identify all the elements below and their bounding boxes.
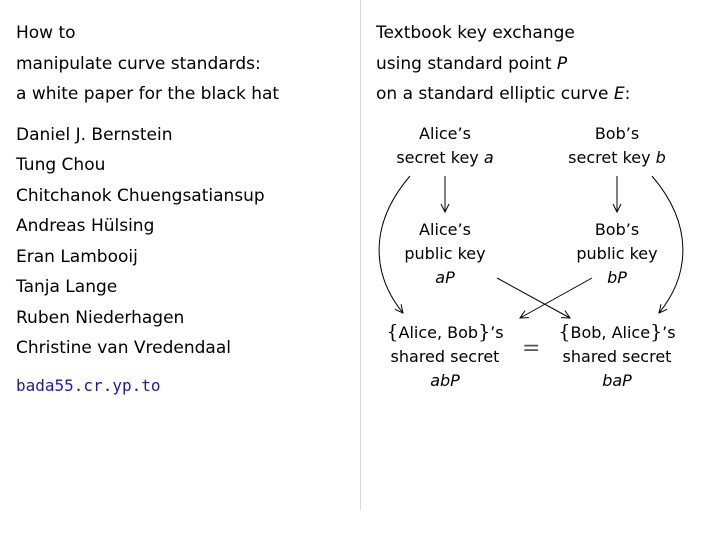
secret-variable-a: a (483, 148, 494, 167)
bob-shared-secret-node (547, 320, 687, 393)
public-variable-bP: bP (607, 268, 627, 287)
shared-variable-baP: baP (602, 371, 632, 390)
node-label: Bob’s (594, 220, 640, 239)
bob-public-key-node (557, 218, 677, 290)
author-name: Ruben Niederhagen (16, 307, 185, 328)
author-name: Tung Chou (16, 155, 106, 175)
possessive-suffix: ’s (490, 323, 504, 342)
secret-variable-b: b (655, 148, 666, 167)
intro-text: on a standard elliptic curve (376, 84, 614, 104)
alice-shared-secret-node (375, 320, 515, 393)
author-name: Christine van Vredendaal (16, 338, 231, 358)
close-brace: } (650, 321, 663, 343)
point-variable: P (556, 53, 568, 74)
node-label-line (547, 320, 687, 345)
author-name: Andreas Hülsing (16, 216, 155, 236)
alice-secret-key-node (385, 122, 505, 170)
node-label: shared secret (390, 347, 500, 366)
title-line: How to (16, 23, 76, 43)
node-label-line (557, 146, 677, 170)
node-label-line (375, 320, 515, 345)
node-label: Bob’s (594, 124, 640, 143)
open-brace: { (386, 321, 399, 343)
node-label: Alice’s (419, 220, 471, 239)
title-line: manipulate curve standards: (16, 53, 261, 74)
bob-secret-key-node (557, 122, 677, 170)
author-name: Daniel J. Bernstein (16, 124, 173, 145)
node-label: shared secret (562, 347, 672, 366)
title-line: a white paper for the black hat (16, 84, 280, 104)
close-brace: } (478, 321, 491, 343)
author-name: Eran Lambooij (16, 246, 138, 267)
intro-text: using standard point (376, 53, 557, 74)
node-label: public key (576, 244, 658, 263)
node-label: Alice’s (419, 124, 471, 143)
shared-variable-abP: abP (430, 371, 460, 390)
node-text: secret key (568, 148, 656, 167)
node-label: public key (404, 244, 486, 263)
possessive-suffix: ’s (662, 323, 676, 342)
colon: : (624, 84, 631, 104)
website-link[interactable]: bada55.cr.yp.to (16, 375, 161, 395)
intro-line-1: Textbook key exchange (376, 23, 575, 43)
node-label-line (385, 146, 505, 170)
party-names: Bob, Alice (570, 323, 651, 342)
equals-sign: = (522, 336, 541, 361)
public-variable-aP: aP (435, 268, 455, 287)
node-text: secret key (396, 148, 484, 167)
author-name: Chitchanok Chuengsatiansup (16, 185, 265, 206)
party-names: Alice, Bob (398, 323, 479, 342)
alice-public-key-node (385, 218, 505, 290)
open-brace: { (558, 321, 571, 343)
curve-variable: E (613, 84, 625, 104)
author-name: Tanja Lange (16, 277, 118, 297)
